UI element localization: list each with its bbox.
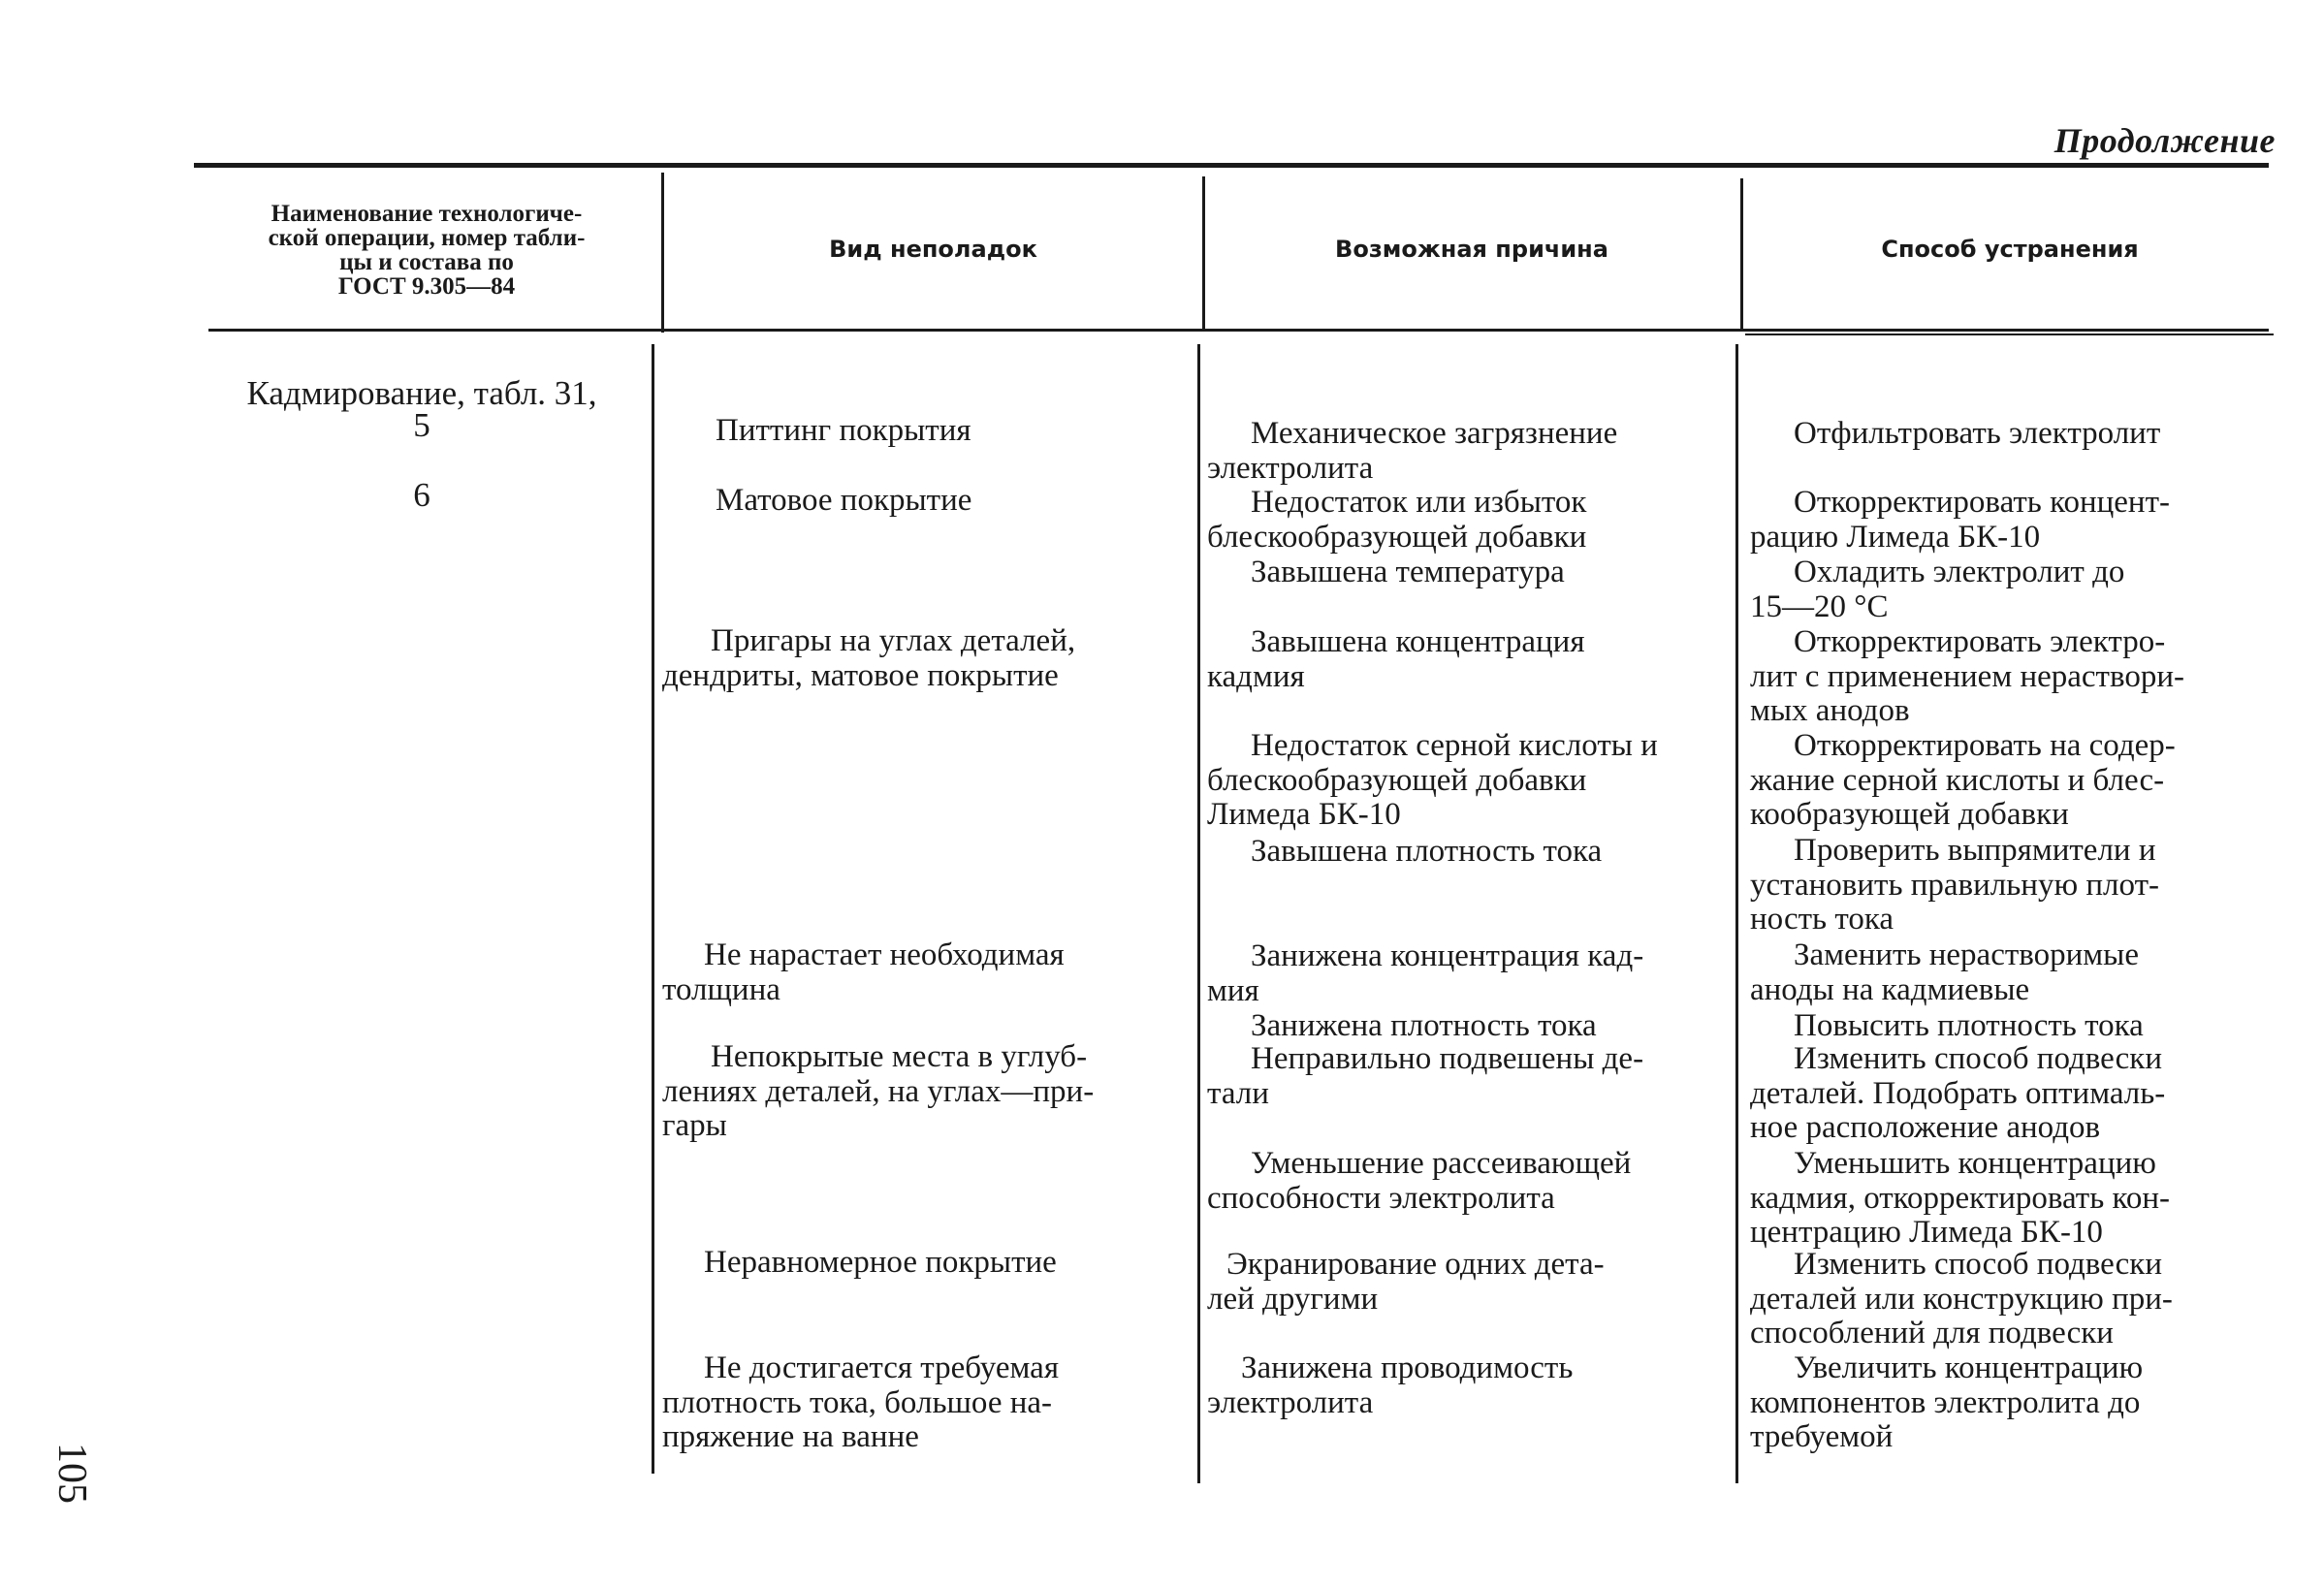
table-top-rule xyxy=(194,163,2269,168)
remedy-item: Повысить плотность тока xyxy=(1794,1008,2144,1043)
defect-item: Неравномерное покрытие xyxy=(704,1245,1057,1280)
header-operation-line: ской операции, номер табли- xyxy=(268,224,586,251)
composition-number: 6 xyxy=(413,476,430,514)
cause-item: Уменьшение рассеивающей способности электролита xyxy=(1207,1146,1632,1216)
cause-item: Недостаток или избыток блескообразующей добавки xyxy=(1207,485,1587,555)
remedy-item: Проверить выпрямители и установить правильную плот- ность тока xyxy=(1750,833,2159,937)
defect-item: Непокрытые места в углуб- лениях деталей, на углах—при- гары xyxy=(662,1039,1095,1143)
cause-item: Недостаток серной кислоты и блескообразующей добавки Лимеда БК-10 xyxy=(1207,728,1658,832)
header-defect: Вид неполадок xyxy=(829,236,1037,263)
operation-name: Кадмирование, табл. 31, xyxy=(246,374,597,412)
header-divider-3 xyxy=(1740,178,1743,332)
header-remedy: Способ устранения xyxy=(1881,236,2139,263)
defect-item: Питтинг покрытия xyxy=(716,413,971,448)
header-operation xyxy=(199,175,654,325)
cause-item: Неправильно подвешены де- тали xyxy=(1207,1041,1644,1111)
cause-item: Экранирование одних дета- лей другими xyxy=(1207,1247,1605,1317)
remedy-item: Откорректировать концент- рацию Лимеда БК-10 xyxy=(1750,485,2170,555)
header-operation-line: ГОСТ 9.305—84 xyxy=(337,272,516,300)
defect-item: Матовое покрытие xyxy=(716,483,972,518)
header-bottom-rule-right xyxy=(1745,333,2274,335)
remedy-item: Заменить нерастворимые аноды на кадмиевые xyxy=(1750,937,2139,1007)
cause-item: Завышена плотность тока xyxy=(1251,834,1603,869)
body-divider-1 xyxy=(652,344,654,1474)
defect-item: Пригары на углах деталей, дендриты, матовое покрытие xyxy=(662,623,1076,693)
page-number: 105 xyxy=(49,1443,94,1504)
header-divider-2 xyxy=(1202,176,1205,332)
remedy-item: Отфильтровать электролит xyxy=(1794,416,2161,451)
cause-item: Занижена плотность тока xyxy=(1251,1008,1597,1043)
body-divider-3 xyxy=(1735,344,1738,1483)
remedy-item: Откорректировать электро- лит с применением нераствори- мых анодов xyxy=(1750,624,2184,728)
remedy-item: Изменить способ подвески деталей. Подобрать оптималь- ное расположение анодов xyxy=(1750,1041,2166,1145)
remedy-item: Уменьшить концентрацию кадмия, откорректировать кон- центрацию Лимеда БК-10 xyxy=(1750,1146,2171,1250)
cause-item: Завышена температура xyxy=(1251,555,1565,589)
cause-item: Занижена концентрация кад- мия xyxy=(1207,938,1644,1008)
header-bottom-rule xyxy=(208,329,2269,332)
remedy-item: Откорректировать на содер- жание серной кислоты и блес- кообразующей добавки xyxy=(1750,728,2176,832)
remedy-item: Изменить способ подвески деталей или конструкцию при- способлений для подвески xyxy=(1750,1247,2173,1350)
header-divider-1 xyxy=(661,173,664,333)
defect-item: Не нарастает необходимая толщина xyxy=(662,937,1065,1007)
cause-item: Механическое загрязнение электролита xyxy=(1207,416,1618,486)
remedy-item: Охладить электролит до 15—20 °С xyxy=(1750,555,2125,624)
remedy-item: Увеличить концентрацию компонентов электролита до требуемой xyxy=(1750,1350,2144,1454)
continuation-label: Продолжение xyxy=(2053,121,2276,160)
header-operation-line: цы и состава по xyxy=(339,248,514,275)
composition-number: 5 xyxy=(413,406,430,444)
header-operation-line: Наименование технологиче- xyxy=(271,200,583,227)
body-divider-2 xyxy=(1197,344,1200,1483)
header-cause: Возможная причина xyxy=(1335,236,1608,263)
defect-item: Не достигается требуемая плотность тока, большое на- пряжение на ванне xyxy=(662,1350,1059,1454)
cause-item: Занижена проводимость электролита xyxy=(1207,1350,1574,1420)
cause-item: Завышена концентрация кадмия xyxy=(1207,624,1585,694)
